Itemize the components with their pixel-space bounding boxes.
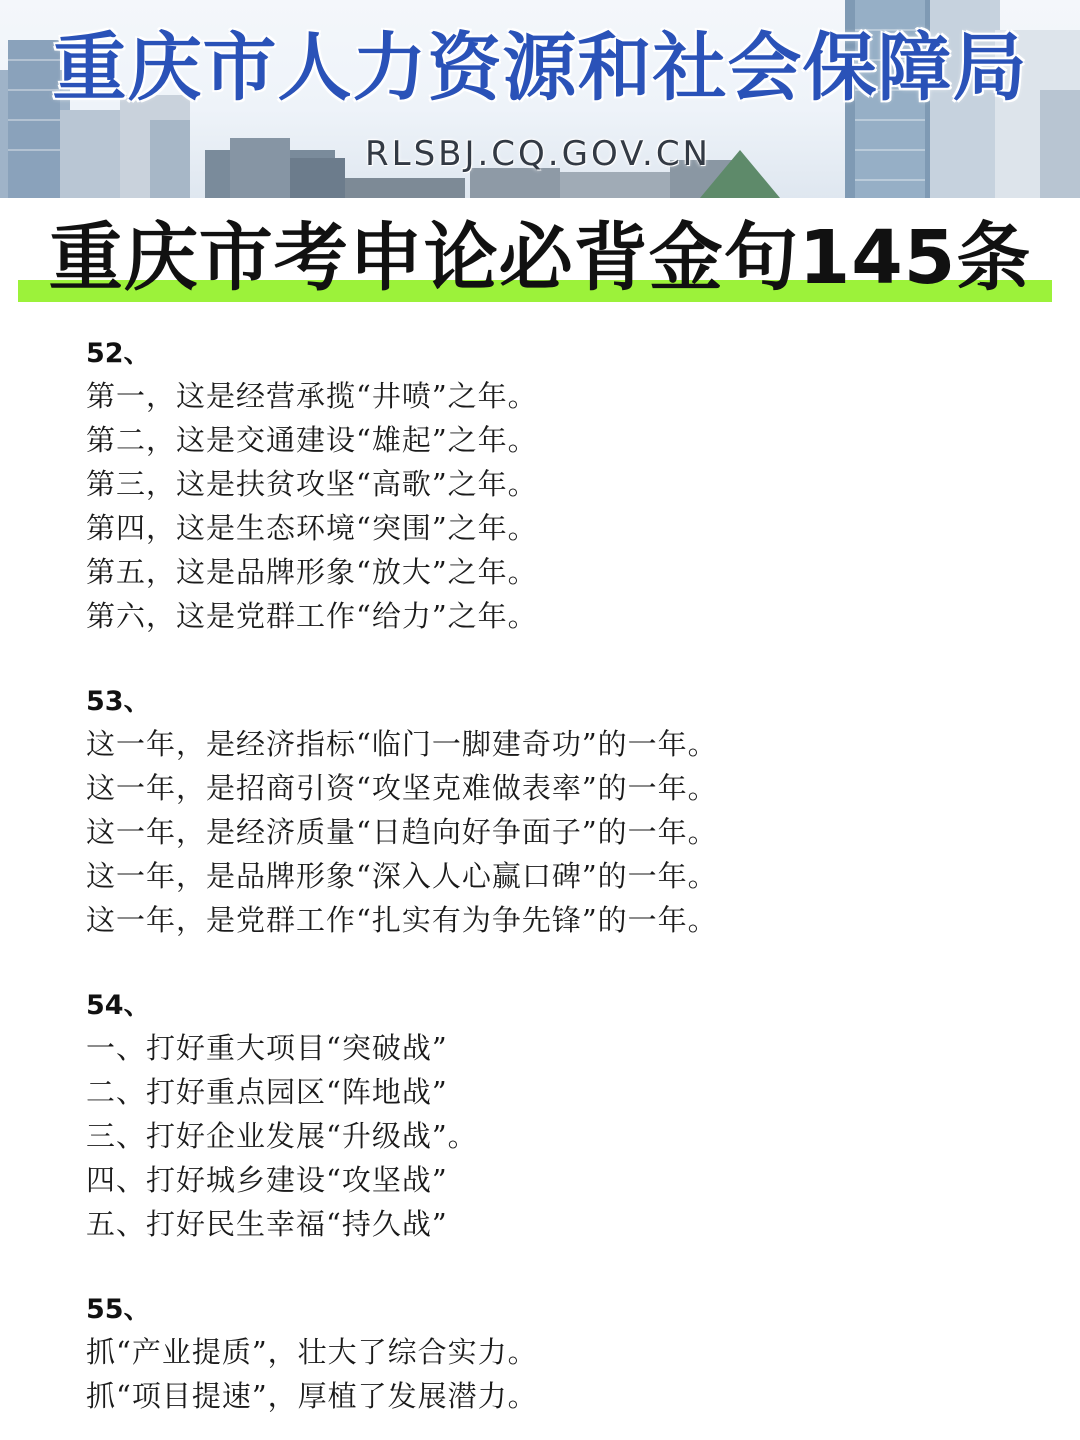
text-line: 五、打好民生幸福“持久战” — [86, 1207, 448, 1241]
text-line: 这一年，是招商引资“攻坚克难做表率”的一年。 — [86, 771, 718, 805]
section-54 — [86, 986, 1046, 1246]
banner-url: RLSBJ.CQ.GOV.CN — [365, 134, 711, 174]
section-number: 52、 — [86, 338, 151, 369]
content-body — [86, 334, 1046, 1440]
text-line: 第二，这是交通建设“雄起”之年。 — [86, 423, 538, 457]
header-banner — [0, 0, 1080, 198]
section-number: 54、 — [86, 990, 151, 1021]
text-line: 第六，这是党群工作“给力”之年。 — [86, 599, 538, 633]
text-line: 这一年，是党群工作“扎实有为争先锋”的一年。 — [86, 903, 718, 937]
text-line: 三、打好企业发展“升级战”。 — [86, 1119, 478, 1153]
section-number: 53、 — [86, 686, 151, 717]
section-52 — [86, 334, 1046, 638]
page-title: 重庆市考申论必背金句145条 — [48, 215, 1032, 301]
section-55 — [86, 1290, 1046, 1418]
section-53 — [86, 682, 1046, 942]
text-line: 第一，这是经营承揽“井喷”之年。 — [86, 379, 538, 413]
text-line: 这一年，是经济质量“日趋向好争面子”的一年。 — [86, 815, 718, 849]
text-line: 一、打好重大项目“突破战” — [86, 1031, 448, 1065]
text-line: 抓“项目提速”，厚植了发展潜力。 — [86, 1379, 538, 1413]
text-line: 四、打好城乡建设“攻坚战” — [86, 1163, 448, 1197]
text-line: 这一年，是经济指标“临门一脚建奇功”的一年。 — [86, 727, 718, 761]
text-line: 第三，这是扶贫攻坚“高歌”之年。 — [86, 467, 538, 501]
text-line: 第四，这是生态环境“突围”之年。 — [86, 511, 538, 545]
text-line: 二、打好重点园区“阵地战” — [86, 1075, 448, 1109]
banner-title: 重庆市人力资源和社会保障局 — [52, 25, 1028, 111]
headline-block — [0, 198, 1080, 316]
text-line: 第五，这是品牌形象“放大”之年。 — [86, 555, 538, 589]
text-line: 抓“产业提质”，壮大了综合实力。 — [86, 1335, 538, 1369]
section-number: 55、 — [86, 1294, 151, 1325]
text-line: 这一年，是品牌形象“深入人心赢口碑”的一年。 — [86, 859, 718, 893]
